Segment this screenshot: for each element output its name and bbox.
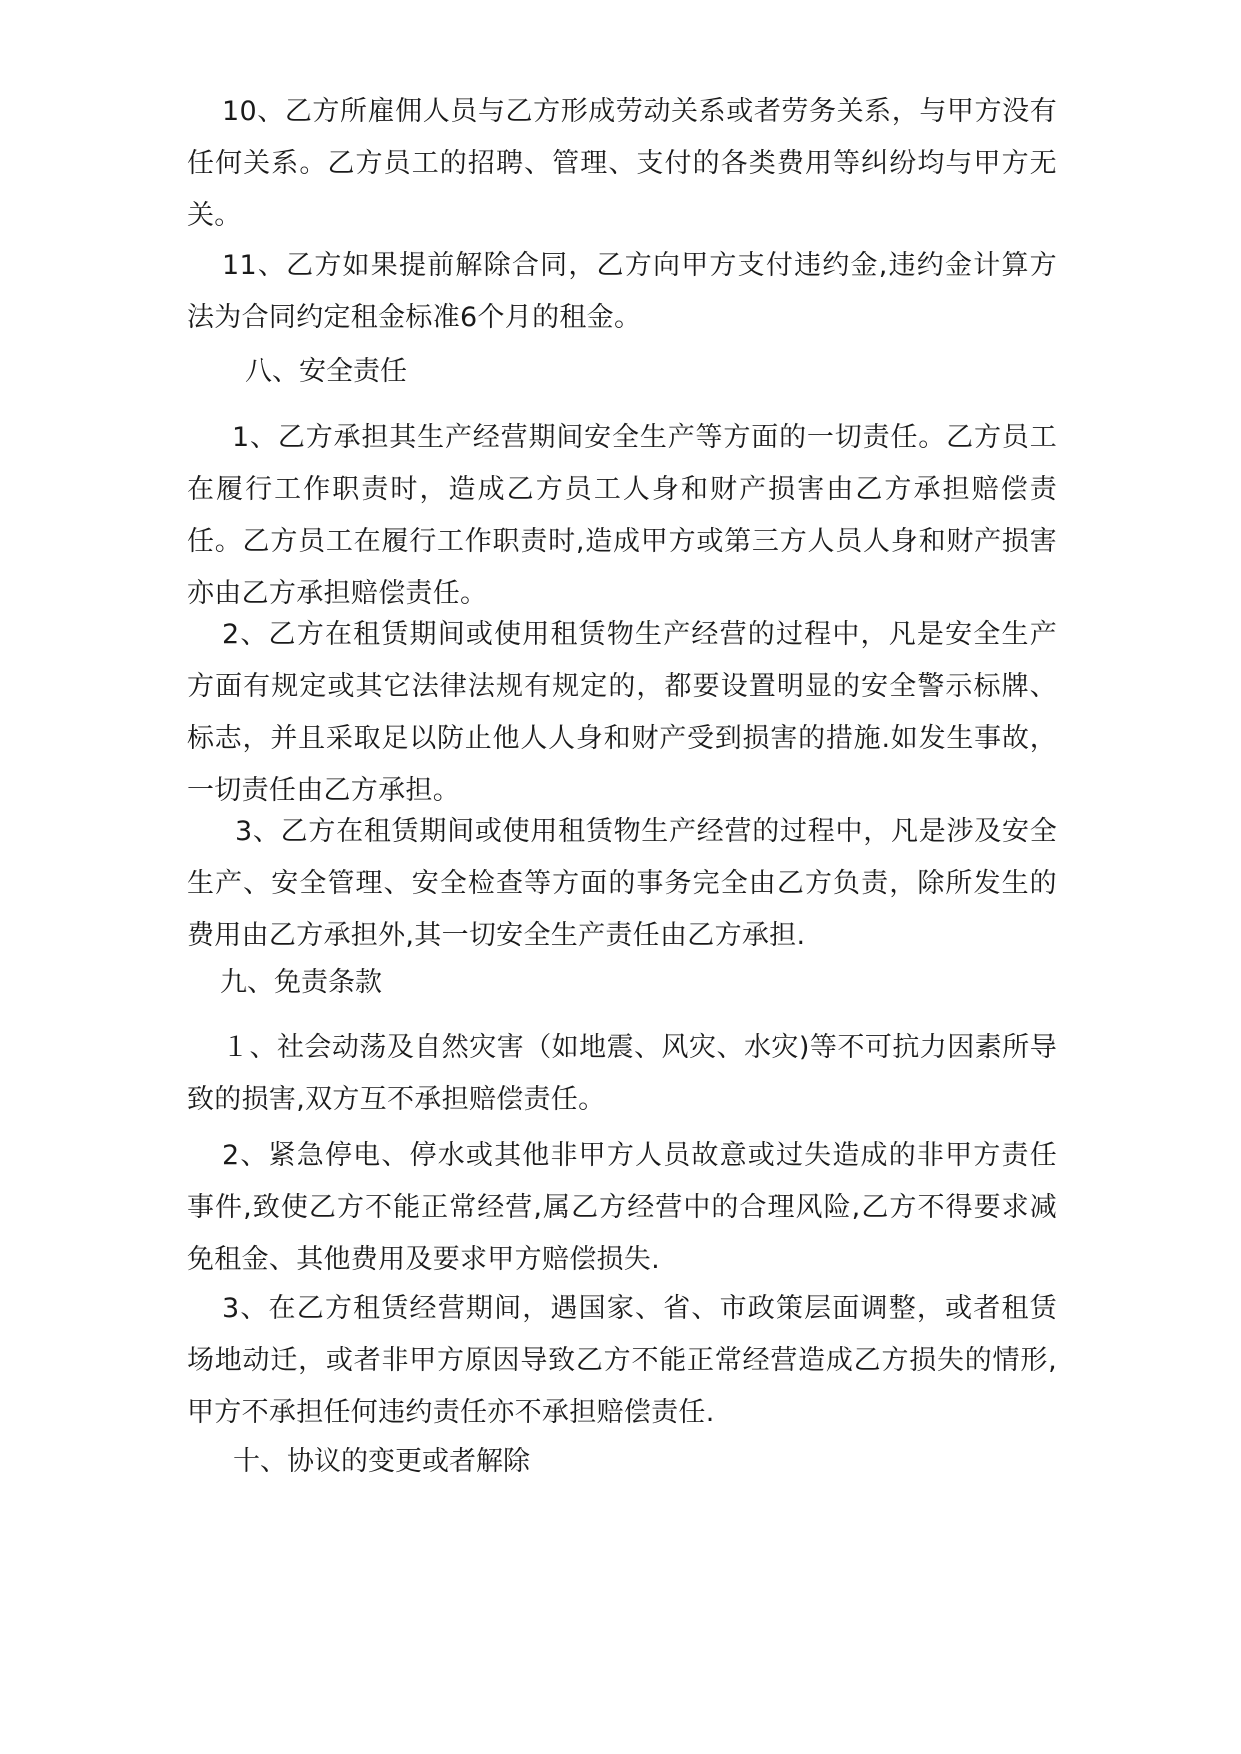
clause-8-1-paragraph: 1、乙方承担其生产经营期间安全生产等方面的一切责任。乙方员工在履行工作职责时，造成乙方员工人身和财产损害由乙方承担赔偿责任。乙方员工在履行工作职责时,造成甲方或第三方人员人身和财产损害亦由乙方承担赔偿责任。 — [187, 422, 1057, 609]
section-9-heading: 九、免责条款 — [220, 967, 382, 998]
clause-8-2-paragraph: 2、乙方在租赁期间或使用租赁物生产经营的过程中，凡是安全生产方面有规定或其它法律法规有规定的，都要设置明显的安全警示标牌、标志，并且采取足以防止他人人身和财产受到损害的措施.如发生事故，一切责任由乙方承担。 — [187, 619, 1057, 806]
section-8-heading: 八、安全责任 — [245, 356, 407, 387]
clause-9-3-paragraph: 3、在乙方租赁经营期间，遇国家、省、市政策层面调整，或者租赁场地动迁，或者非甲方原因导致乙方不能正常经营造成乙方损失的情形,甲方不承担任何违约责任亦不承担赔偿责任. — [187, 1293, 1057, 1428]
clause-9-1-paragraph: １、社会动荡及自然灾害（如地震、风灾、水灾)等不可抗力因素所导致的损害,双方互不承担赔偿责任。 — [187, 1032, 1057, 1115]
section-10-heading: 十、协议的变更或者解除 — [233, 1446, 530, 1477]
clause-7-11-paragraph: 11、乙方如果提前解除合同，乙方向甲方支付违约金,违约金计算方法为合同约定租金标准6个月的租金。 — [187, 250, 1057, 333]
clause-9-2-paragraph: 2、紧急停电、停水或其他非甲方人员故意或过失造成的非甲方责任事件,致使乙方不能正常经营,属乙方经营中的合理风险,乙方不得要求减免租金、其他费用及要求甲方赔偿损失. — [187, 1140, 1057, 1275]
clause-8-3-paragraph: 3、乙方在租赁期间或使用租赁物生产经营的过程中，凡是涉及安全生产、安全管理、安全检查等方面的事务完全由乙方负责，除所发生的费用由乙方承担外,其一切安全生产责任由乙方承担. — [187, 816, 1057, 951]
clause-7-10-paragraph: 10、乙方所雇佣人员与乙方形成劳动关系或者劳务关系，与甲方没有任何关系。乙方员工的招聘、管理、支付的各类费用等纠纷均与甲方无关。 — [187, 96, 1057, 231]
